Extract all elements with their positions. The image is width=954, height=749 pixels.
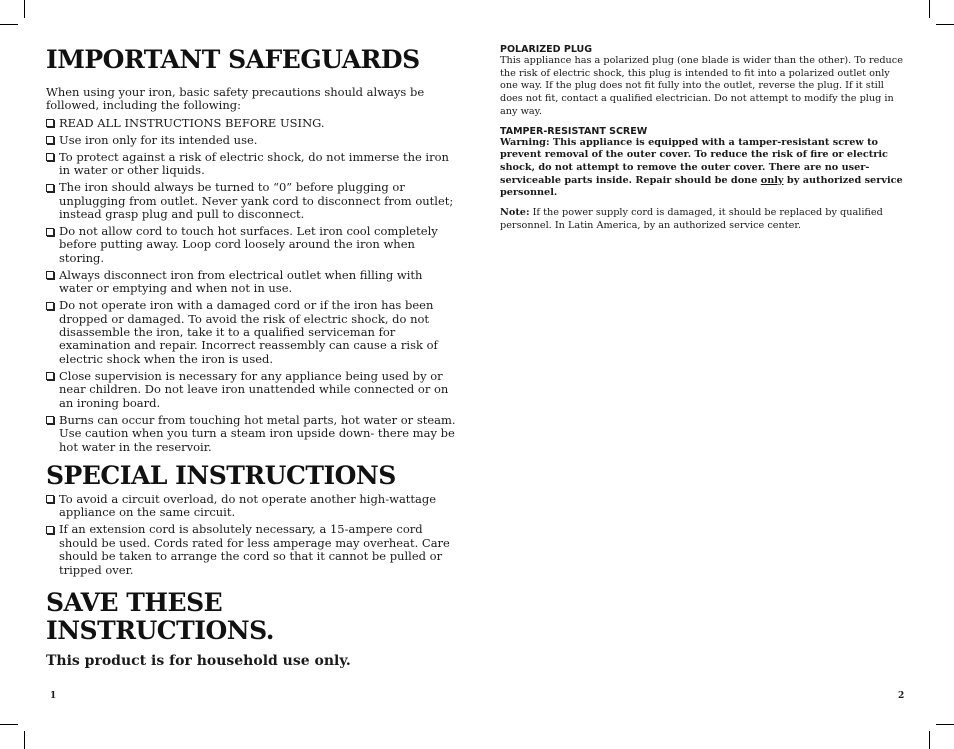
checkbox-icon xyxy=(46,302,54,310)
checkbox-icon xyxy=(46,184,54,192)
page-number-right: 2 xyxy=(898,691,905,701)
list-item: READ ALL INSTRUCTIONS BEFORE USING. xyxy=(46,117,458,130)
section-heading-save: SAVE THESE INSTRUCTIONS. xyxy=(46,587,274,645)
polarized-plug-heading: POLARIZED PLUG xyxy=(500,44,593,55)
tamper-screw-heading: TAMPER-RESISTANT SCREW xyxy=(500,125,648,137)
tamper-screw-warning: Warning: This appliance is equipped with a tamper-resistant screw to prevent removal of the outer cover. To reduce the risk of fire or electric shock, do not attempt to remove the outer cover. There are no user-serviceable parts inside. Repair should be done only by authorized service personnel. xyxy=(500,136,903,199)
crop-mark xyxy=(0,724,18,725)
checkbox-icon xyxy=(46,153,54,161)
section-heading-special: SPECIAL INSTRUCTIONS xyxy=(46,460,396,490)
crop-mark xyxy=(929,0,930,18)
list-item: Do not operate iron with a damaged cord or if the iron has been dropped or damaged. To avoid the risk of electric shock, do not disassemble the iron, take it to a qualified serviceman for examination and repair. Incorrect reassembly can cause a risk of electric shock when the iron is used. xyxy=(46,299,458,366)
checkbox-icon xyxy=(46,495,54,503)
checkbox-icon xyxy=(46,228,54,236)
checkbox-icon xyxy=(46,372,54,380)
checkbox-icon xyxy=(46,416,54,424)
power-cord-note: Note: If the power supply cord is damaged, it should be replaced by qualified personnel. In Latin America, by an authorized service center. xyxy=(500,207,883,231)
list-item: Use iron only for its intended use. xyxy=(46,134,458,147)
special-list xyxy=(46,493,458,577)
crop-mark xyxy=(0,24,18,25)
checkbox-icon xyxy=(46,526,54,534)
list-item: Always disconnect iron from electrical outlet when filling with water or emptying and when not in use. xyxy=(46,269,458,296)
list-item: Close supervision is necessary for any appliance being used by or near children. Do not leave iron unattended while connected or on an ironing board. xyxy=(46,370,458,410)
page-title: IMPORTANT SAFEGUARDS xyxy=(46,45,420,74)
safeguards-list xyxy=(46,117,458,454)
list-item: Do not allow cord to touch hot surfaces. Let iron cool completely before putting away. Loop cord loosely around the iron when storing. xyxy=(46,225,458,265)
intro-text: When using your iron, basic safety precautions should always be followed, including the following: xyxy=(46,85,425,113)
crop-mark xyxy=(936,724,954,725)
list-item: If an extension cord is absolutely necessary, a 15-ampere cord should be used. Cords rated for less amperage may overheat. Care should be taken to arrange the cord so that it cannot be pulled or tripped over. xyxy=(46,523,458,577)
list-item: To protect against a risk of electric shock, do not immerse the iron in water or other liquids. xyxy=(46,151,458,178)
crop-mark xyxy=(929,731,930,749)
list-item: The iron should always be turned to “0” before plugging or unplugging from outlet. Never yank cord to disconnect from outlet; instead grasp plug and pull to disconnect. xyxy=(46,181,458,221)
checkbox-icon xyxy=(46,119,54,127)
checkbox-icon xyxy=(46,271,54,279)
crop-mark xyxy=(24,731,25,749)
page-number-left: 1 xyxy=(50,691,57,701)
polarized-plug-text: This appliance has a polarized plug (one blade is wider than the other). To reduce the risk of electric shock, this plug is intended to fit into a polarized outlet only one way. If the plug does not fit fully into the outlet, reverse the plug. If it still does not fit, contact a qualified electrician. Do not attempt to modify the plug in any way. xyxy=(500,55,903,117)
right-page xyxy=(500,44,908,232)
list-item: To avoid a circuit overload, do not operate another high-wattage appliance on the same circuit. xyxy=(46,493,458,520)
list-item: Burns can occur from touching hot metal parts, hot water or steam. Use caution when you turn a steam iron upside down- there may be hot water in the reservoir. xyxy=(46,414,458,454)
crop-mark xyxy=(936,24,954,25)
left-page xyxy=(46,46,458,669)
household-use-note: This product is for household use only. xyxy=(46,652,351,669)
checkbox-icon xyxy=(46,136,54,144)
crop-mark xyxy=(24,0,25,18)
